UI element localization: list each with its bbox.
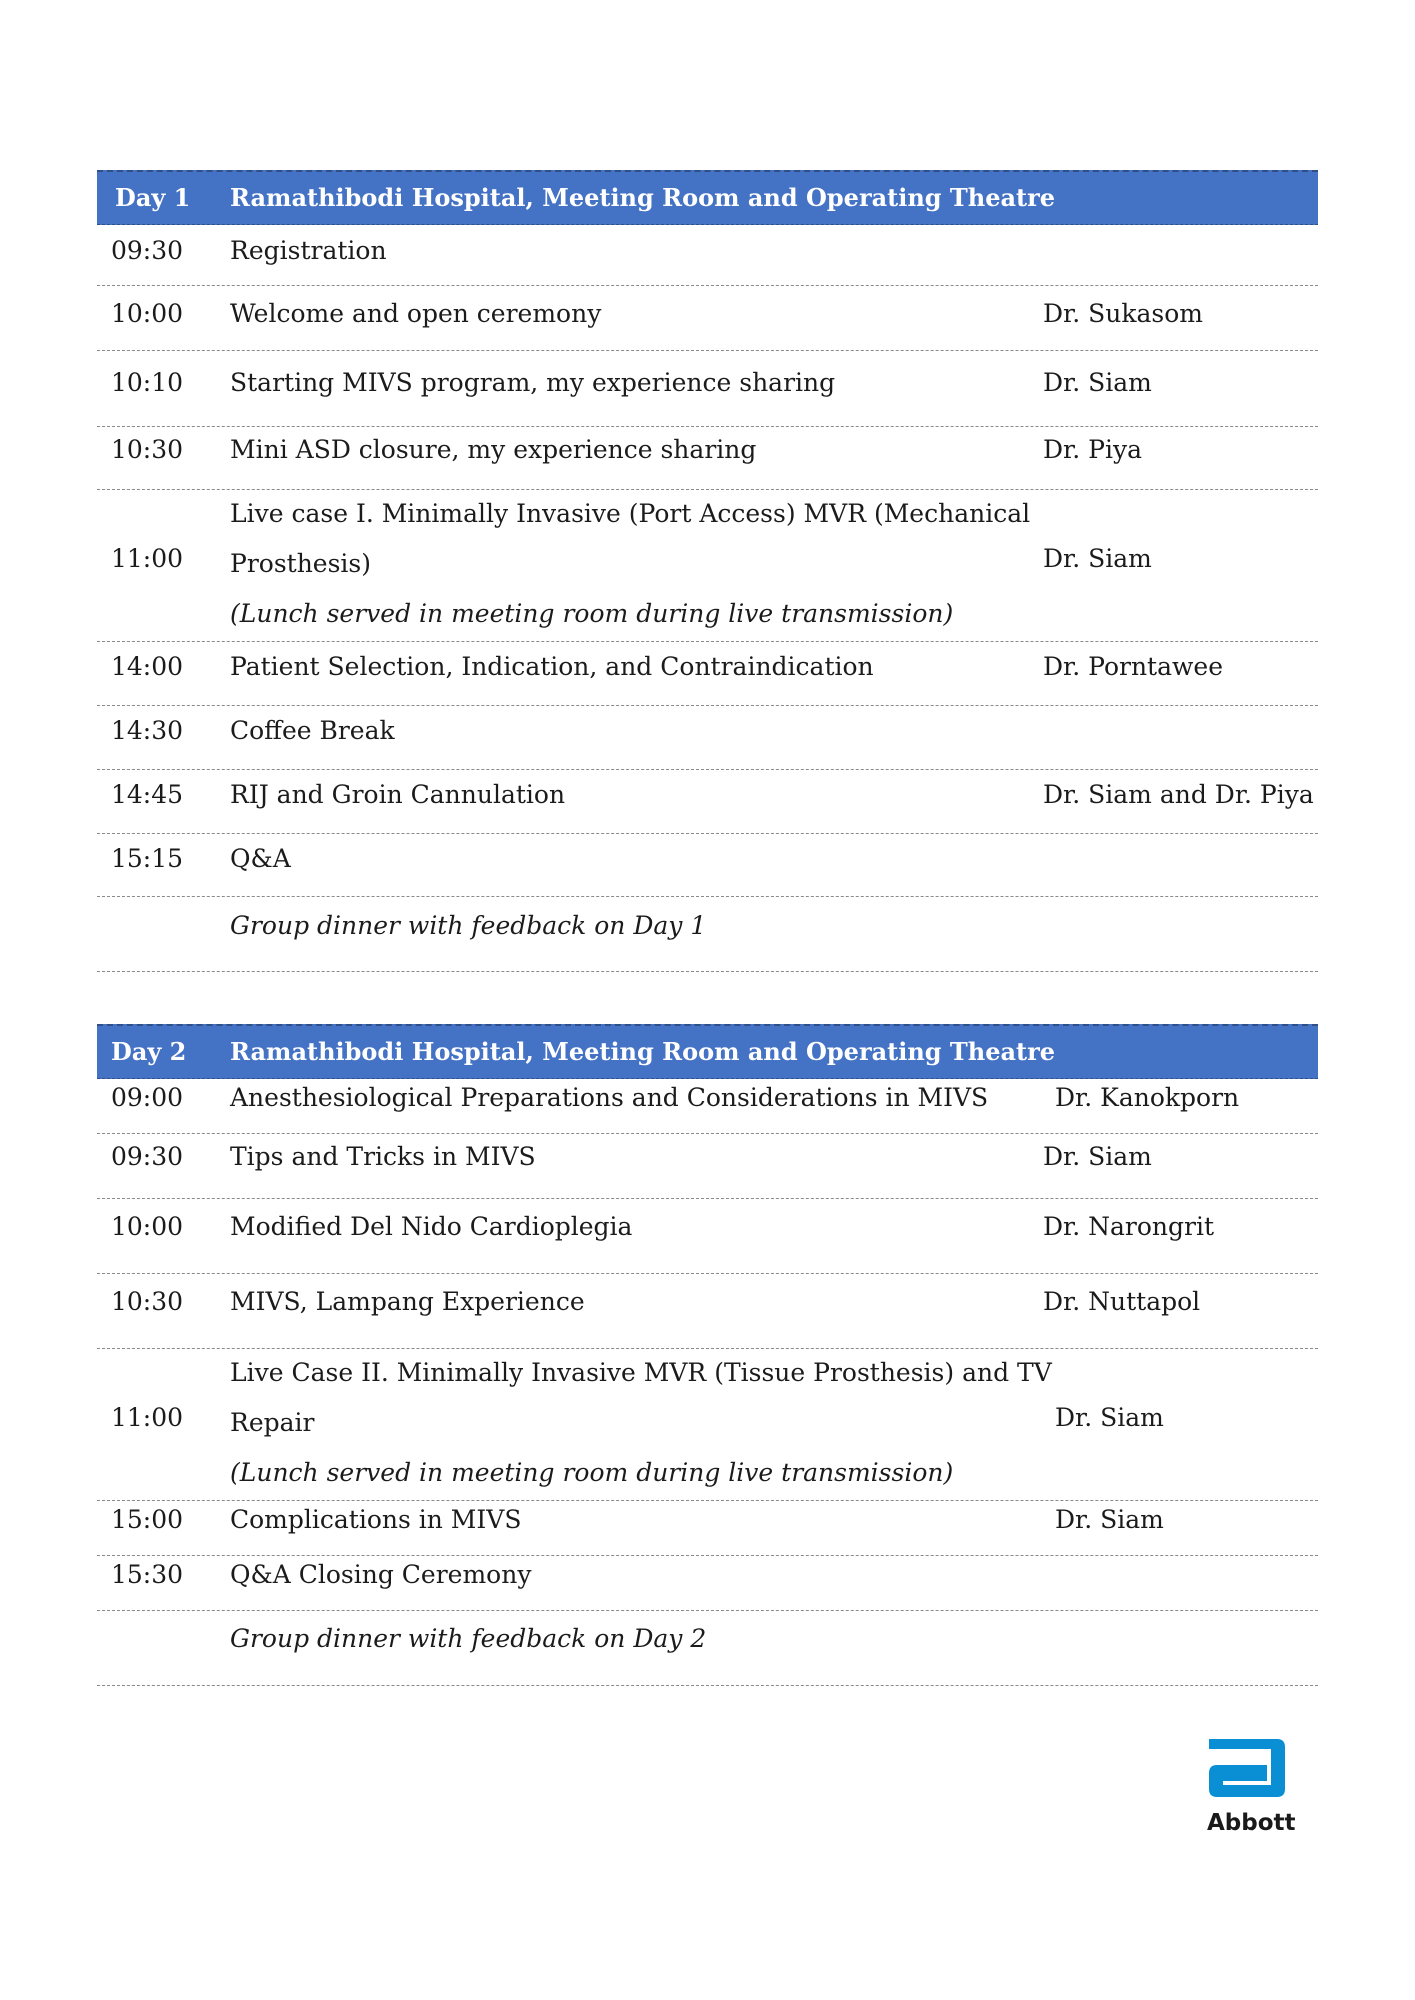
row-time: 14:30 <box>111 716 184 745</box>
day-2-header <box>97 1024 1318 1079</box>
day-1-header <box>97 170 1318 225</box>
row-title-line-1: Live case I. Minimally Invasive (Port Access) MVR (Mechanical <box>230 499 1031 528</box>
row-speaker: Dr. Nuttapol <box>1043 1287 1201 1316</box>
row-time: 10:00 <box>111 299 184 328</box>
day-2-schedule <box>97 1024 1318 1686</box>
row-time: 09:30 <box>111 1142 184 1171</box>
schedule-row <box>97 897 1318 972</box>
schedule-row <box>97 1274 1318 1349</box>
row-title: RIJ and Groin Cannulation <box>230 780 566 809</box>
schedule-row <box>97 427 1318 490</box>
row-time: 09:00 <box>111 1083 184 1112</box>
schedule-row <box>97 286 1318 351</box>
schedule-row <box>97 1611 1318 1686</box>
row-note: (Lunch served in meeting room during live transmission) <box>230 1458 954 1487</box>
row-speaker: Dr. Piya <box>1043 435 1142 464</box>
row-title: Modified Del Nido Cardioplegia <box>230 1212 633 1241</box>
row-title: Q&A Closing Ceremony <box>230 1560 532 1589</box>
row-title: Starting MIVS program, my experience sharing <box>230 368 836 397</box>
row-title: Coffee Break <box>230 716 395 745</box>
row-speaker: Dr. Kanokporn <box>1055 1083 1240 1112</box>
row-speaker: Dr. Siam and Dr. Piya <box>1043 780 1314 809</box>
row-title: Registration <box>230 236 387 265</box>
row-note: (Lunch served in meeting room during live transmission) <box>230 599 954 628</box>
day-2-label: Day 2 <box>111 1037 187 1066</box>
schedule-row <box>97 770 1318 834</box>
schedule-row <box>97 351 1318 427</box>
row-speaker: Dr. Narongrit <box>1043 1212 1215 1241</box>
row-note: Group dinner with feedback on Day 2 <box>230 1624 707 1653</box>
day-1-location: Ramathibodi Hospital, Meeting Room and Operating Theatre <box>230 183 1056 212</box>
day-1-label: Day 1 <box>115 183 191 212</box>
row-speaker: Dr. Siam <box>1043 368 1152 397</box>
row-title <box>230 1348 1052 1498</box>
day-2-location: Ramathibodi Hospital, Meeting Room and Operating Theatre <box>230 1037 1056 1066</box>
row-time: 15:30 <box>111 1560 184 1589</box>
row-speaker: Dr. Siam <box>1055 1505 1164 1534</box>
row-speaker: Dr. Siam <box>1055 1403 1164 1432</box>
row-title <box>230 489 1030 639</box>
row-time: 10:10 <box>111 368 184 397</box>
row-title: Anesthesiological Preparations and Considerations in MIVS <box>230 1083 989 1112</box>
abbott-logo-icon <box>1205 1735 1289 1801</box>
row-title: Patient Selection, Indication, and Contraindication <box>230 652 874 681</box>
abbott-logo-name: Abbott <box>1207 1810 1296 1836</box>
row-time: 11:00 <box>111 544 184 573</box>
schedule-row <box>97 1199 1318 1274</box>
row-time: 14:00 <box>111 652 184 681</box>
schedule-row <box>97 225 1318 286</box>
row-time: 11:00 <box>111 1403 184 1432</box>
schedule-row <box>97 834 1318 897</box>
row-speaker: Dr. Siam <box>1043 544 1152 573</box>
row-title-line-2: Prosthesis) <box>230 549 372 578</box>
row-title: Welcome and open ceremony <box>230 299 602 328</box>
schedule-row <box>97 490 1318 642</box>
row-speaker: Dr. Sukasom <box>1043 299 1204 328</box>
row-speaker: Dr. Porntawee <box>1043 652 1223 681</box>
row-title: Complications in MIVS <box>230 1505 522 1534</box>
schedule-row <box>97 1079 1318 1134</box>
schedule-row <box>97 642 1318 706</box>
row-title: MIVS, Lampang Experience <box>230 1287 585 1316</box>
row-time: 09:30 <box>111 236 184 265</box>
row-note: Group dinner with feedback on Day 1 <box>230 911 707 940</box>
row-time: 14:45 <box>111 780 184 809</box>
row-title-line-1: Live Case II. Minimally Invasive MVR (Tissue Prosthesis) and TV <box>230 1358 1052 1387</box>
row-time: 15:15 <box>111 844 184 873</box>
row-title: Tips and Tricks in MIVS <box>230 1142 536 1171</box>
row-title: Mini ASD closure, my experience sharing <box>230 435 757 464</box>
row-time: 10:00 <box>111 1212 184 1241</box>
abbott-logo <box>1195 1735 1296 1836</box>
row-time: 15:00 <box>111 1505 184 1534</box>
schedule-row <box>97 1349 1318 1501</box>
row-title-line-2: Repair <box>230 1408 315 1437</box>
schedule-row <box>97 1556 1318 1611</box>
schedule-row <box>97 1501 1318 1556</box>
schedule-row <box>97 706 1318 770</box>
schedule-row <box>97 1134 1318 1199</box>
row-time: 10:30 <box>111 1287 184 1316</box>
day-1-schedule <box>97 170 1318 972</box>
row-title: Q&A <box>230 844 291 873</box>
row-speaker: Dr. Siam <box>1043 1142 1152 1171</box>
row-time: 10:30 <box>111 435 184 464</box>
